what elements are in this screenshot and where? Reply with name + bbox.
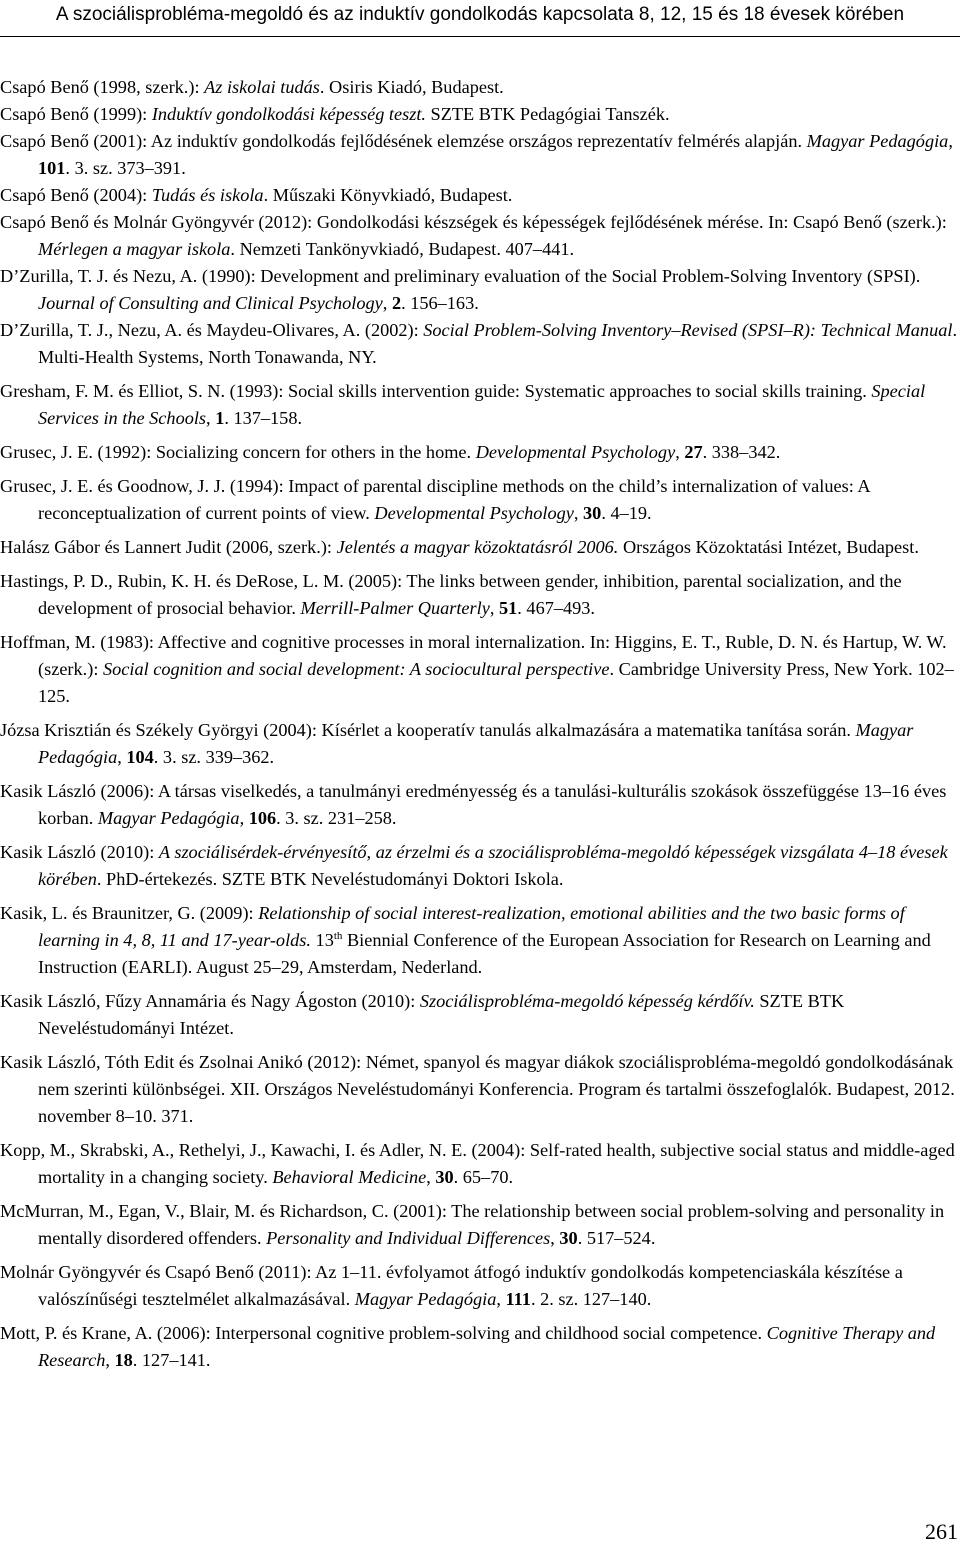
reference-text: 13 [310, 930, 334, 950]
reference-entry [0, 778, 958, 832]
reference-text: . 338–342. [702, 442, 781, 462]
reference-text: Kasik László (2010): [0, 842, 159, 862]
reference-text: Országos Közoktatási Intézet, Budapest. [618, 537, 919, 557]
reference-text: 101 [38, 158, 66, 178]
reference-text: McMurran, M., Egan, V., Blair, M. és Richardson, C. (2001): The relationship between social problem-solving and personality in mentally disordered offenders. [0, 1201, 945, 1248]
reference-entry [0, 1320, 958, 1374]
reference-text: . Multi-Health Systems, North Tonawanda, NY. [38, 320, 958, 367]
reference-text: D’Zurilla, T. J. és Nezu, A. (1990): Development and preliminary evaluation of the Social Problem-Solving Inventory (SPSI). [0, 266, 921, 286]
reference-entry [0, 263, 958, 317]
reference-text: Hoffman, M. (1983): Affective and cognitive processes in moral internalization. In: Higgins, E. T., Ruble, D. N. és Hartup, W. W. (szerk.): [0, 632, 947, 679]
reference-title-text: Jelentés a magyar közoktatásról 2006. [336, 537, 619, 557]
reference-text: Grusec, J. E. (1992): Socializing concern for others in the home. [0, 442, 476, 462]
reference-text: , [550, 1228, 560, 1248]
reference-text: . 3. sz. 373–391. [65, 158, 186, 178]
reference-text: 30 [559, 1228, 578, 1248]
reference-entry [0, 1049, 958, 1130]
reference-list [0, 74, 958, 1374]
reference-title-text: Merrill-Palmer Quarterly [300, 598, 490, 618]
reference-title-text: Tudás és iskola [151, 185, 264, 205]
reference-text: 51 [499, 598, 518, 618]
reference-text: Csapó Benő (2004): [0, 185, 152, 205]
reference-title-text: Behavioral Medicine [272, 1167, 427, 1187]
reference-text: , [239, 808, 249, 828]
reference-title-text: Social Problem-Solving Inventory–Revised (SPSI–R): Technical Manual [423, 320, 953, 340]
reference-entry [0, 717, 958, 771]
reference-text: , [489, 598, 499, 618]
reference-text: Csapó Benő és Molnár Gyöngyvér (2012): Gondolkodási készségek és képességek fejlődésének mérése. In: Csapó Benő (szerk.): [0, 212, 947, 232]
reference-text: . 65–70. [453, 1167, 514, 1187]
reference-text: 1 [215, 408, 225, 428]
reference-text: Molnár Gyöngyvér és Csapó Benő (2011): Az 1–11. évfolyamot átfogó induktív gondolkodás kompetenciaskála készítése a valószínűségi tesztelmélet alkalmazásával. [0, 1262, 903, 1309]
reference-entry [0, 101, 958, 128]
reference-text: 104 [126, 747, 154, 767]
reference-text: Gresham, F. M. és Elliot, S. N. (1993): Social skills intervention guide: Systematic approaches to social skills training. [0, 381, 872, 401]
reference-text: 30 [435, 1167, 454, 1187]
reference-text: . Nemzeti Tankönyvkiadó, Budapest. 407–441. [230, 239, 575, 259]
reference-text: Csapó Benő (1998, szerk.): [0, 77, 205, 97]
reference-text: , [496, 1289, 506, 1309]
reference-text: , [382, 293, 392, 313]
reference-text: Csapó Benő (1999): [0, 104, 152, 124]
reference-text: 106 [248, 808, 277, 828]
reference-text: . Műszaki Könyvkiadó, Budapest. [263, 185, 513, 205]
reference-text: SZTE BTK Pedagógiai Tanszék. [425, 104, 670, 124]
reference-entry [0, 839, 958, 893]
reference-entry [0, 900, 958, 981]
reference-title-text: Az iskolai tudás [204, 77, 320, 97]
reference-title-text: A szociálisérdek-érvényesítő, az érzelmi és a szociálisprobléma-megoldó képességek vizsgálata 4–18 évesek körében [38, 842, 948, 889]
reference-text: Kasik László, Fűzy Annamária és Nagy Ágoston (2010): [0, 991, 420, 1011]
reference-text: 111 [505, 1289, 531, 1309]
reference-entry [0, 128, 958, 182]
reference-entry [0, 1198, 958, 1252]
reference-text: Kasik, L. és Braunitzer, G. (2009): [0, 903, 259, 923]
reference-text: Kasik László, Tóth Edit és Zsolnai Anikó (2012): Német, spanyol és magyar diákok szociálisprobléma-megoldó gondolkodásának nem szerinti különbségei. XII. Országos Neveléstudományi Konferencia. Program és tartalmi összefoglalók. Budapest, 2012. november 8–10. 371. [0, 1052, 955, 1126]
reference-title-text: Szociálisprobléma-megoldó képesség kérdőív. [419, 991, 755, 1011]
reference-text: 30 [583, 503, 602, 523]
reference-text: Mott, P. és Krane, A. (2006): Interpersonal cognitive problem-solving and childhood social competence. [0, 1323, 767, 1343]
reference-text: , [117, 747, 127, 767]
reference-text: . 4–19. [601, 503, 652, 523]
reference-title-text: Cognitive Therapy and Research [38, 1323, 936, 1370]
reference-text: Kopp, M., Skrabski, A., Rethelyi, J., Kawachi, I. és Adler, N. E. (2004): Self-rated health, subjective social status and middle-aged mortality in a changing society. [0, 1140, 955, 1187]
reference-text: Grusec, J. E. és Goodnow, J. J. (1994): Impact of parental discipline methods on the child’s internalization of values: A reconceptualization of current points of view. [0, 476, 870, 523]
reference-text: 27 [684, 442, 703, 462]
reference-text: , [573, 503, 584, 523]
reference-entry [0, 629, 958, 710]
running-header: A szociálisprobléma-megoldó és az induktív gondolkodás kapcsolata 8, 12, 15 és 18 évesek körében [55, 4, 905, 25]
reference-entry [0, 1259, 958, 1313]
reference-text: Biennial Conference of the European Association for Research on Learning and Instruction (EARLI). August 25–29, Amsterdam, Nederland. [38, 930, 931, 977]
reference-entry [0, 182, 958, 209]
reference-text: Józsa Krisztián és Székely Györgyi (2004): Kísérlet a kooperatív tanulás alkalmazására a matematika tanítása során. [0, 720, 856, 740]
reference-title-text: Personality and Individual Differences [266, 1228, 551, 1248]
reference-text: . 3. sz. 339–362. [153, 747, 275, 767]
reference-title-text: Induktív gondolkodási képesség teszt. [151, 104, 426, 124]
header-rule [0, 36, 960, 37]
reference-text: 18 [114, 1350, 133, 1370]
reference-text: . 127–141. [132, 1350, 211, 1370]
reference-entry [0, 209, 958, 263]
reference-entry [0, 74, 958, 101]
reference-text: Halász Gábor és Lannert Judit (2006, szerk.): [0, 537, 337, 557]
reference-text: , [948, 131, 953, 151]
reference-entry [0, 568, 958, 622]
reference-text: . Osiris Kiadó, Budapest. [319, 77, 504, 97]
reference-title-text: Magyar Pedagógia [38, 720, 914, 767]
reference-entry [0, 439, 958, 466]
reference-entry [0, 317, 958, 371]
reference-title-text: Magyar Pedagógia [97, 808, 240, 828]
reference-title-text: Magyar Pedagógia [806, 131, 949, 151]
reference-text: Csapó Benő (2001): Az induktív gondolkodás fejlődésének elemzése országos reprezentatív felmérés alapján. [0, 131, 807, 151]
reference-text: . 3. sz. 231–258. [276, 808, 397, 828]
reference-title-text: Magyar Pedagógia [354, 1289, 497, 1309]
reference-entry [0, 378, 958, 432]
reference-text: . 156–163. [401, 293, 479, 313]
page-number: 261 [925, 1519, 958, 1544]
reference-title-text: Social cognition and social development: A sociocultural perspective [102, 659, 610, 679]
reference-title-text: Mérlegen a magyar iskola [38, 239, 231, 259]
reference-text: Kasik László (2006): A társas viselkedés, a tanulmányi eredményesség és a tanulási-kulturális szokások összefüggése 13–16 éves korban. [0, 781, 947, 828]
reference-title-text: Developmental Psychology [374, 503, 574, 523]
reference-text: . 467–493. [517, 598, 595, 618]
reference-text: . 2. sz. 127–140. [530, 1289, 652, 1309]
reference-entry [0, 988, 958, 1042]
reference-text: SZTE BTK Neveléstudományi Intézet. [38, 991, 845, 1038]
reference-title-text: Relationship of social interest-realization, emotional abilities and the two basic forms of learning in 4, 8, 11 and 17-year-olds. [38, 903, 905, 950]
reference-text: . PhD-értekezés. SZTE BTK Neveléstudományi Doktori Iskola. [96, 869, 564, 889]
reference-text: 2 [391, 293, 402, 313]
reference-text: , [105, 1350, 115, 1370]
reference-text: Hastings, P. D., Rubin, K. H. és DeRose, L. M. (2005): The links between gender, inhibition, parental socialization, and the development of prosocial behavior. [0, 571, 902, 618]
reference-entry [0, 473, 958, 527]
reference-entry [0, 534, 958, 561]
reference-title-text: Developmental Psychology [475, 442, 676, 462]
reference-entry [0, 1137, 958, 1191]
reference-text: . 517–524. [577, 1228, 656, 1248]
reference-text: , [426, 1167, 436, 1187]
reference-title-text: Special Services in the Schools [38, 381, 926, 428]
reference-text: D’Zurilla, T. J., Nezu, A. és Maydeu-Olivares, A. (2002): [0, 320, 424, 340]
reference-text: , [206, 408, 216, 428]
reference-text: . Cambridge University Press, New York. 102–125. [38, 659, 954, 706]
reference-title-text: Journal of Consulting and Clinical Psychology [38, 293, 383, 313]
reference-text: th [333, 929, 343, 942]
reference-text: . 137–158. [224, 408, 303, 428]
reference-text: , [675, 442, 685, 462]
